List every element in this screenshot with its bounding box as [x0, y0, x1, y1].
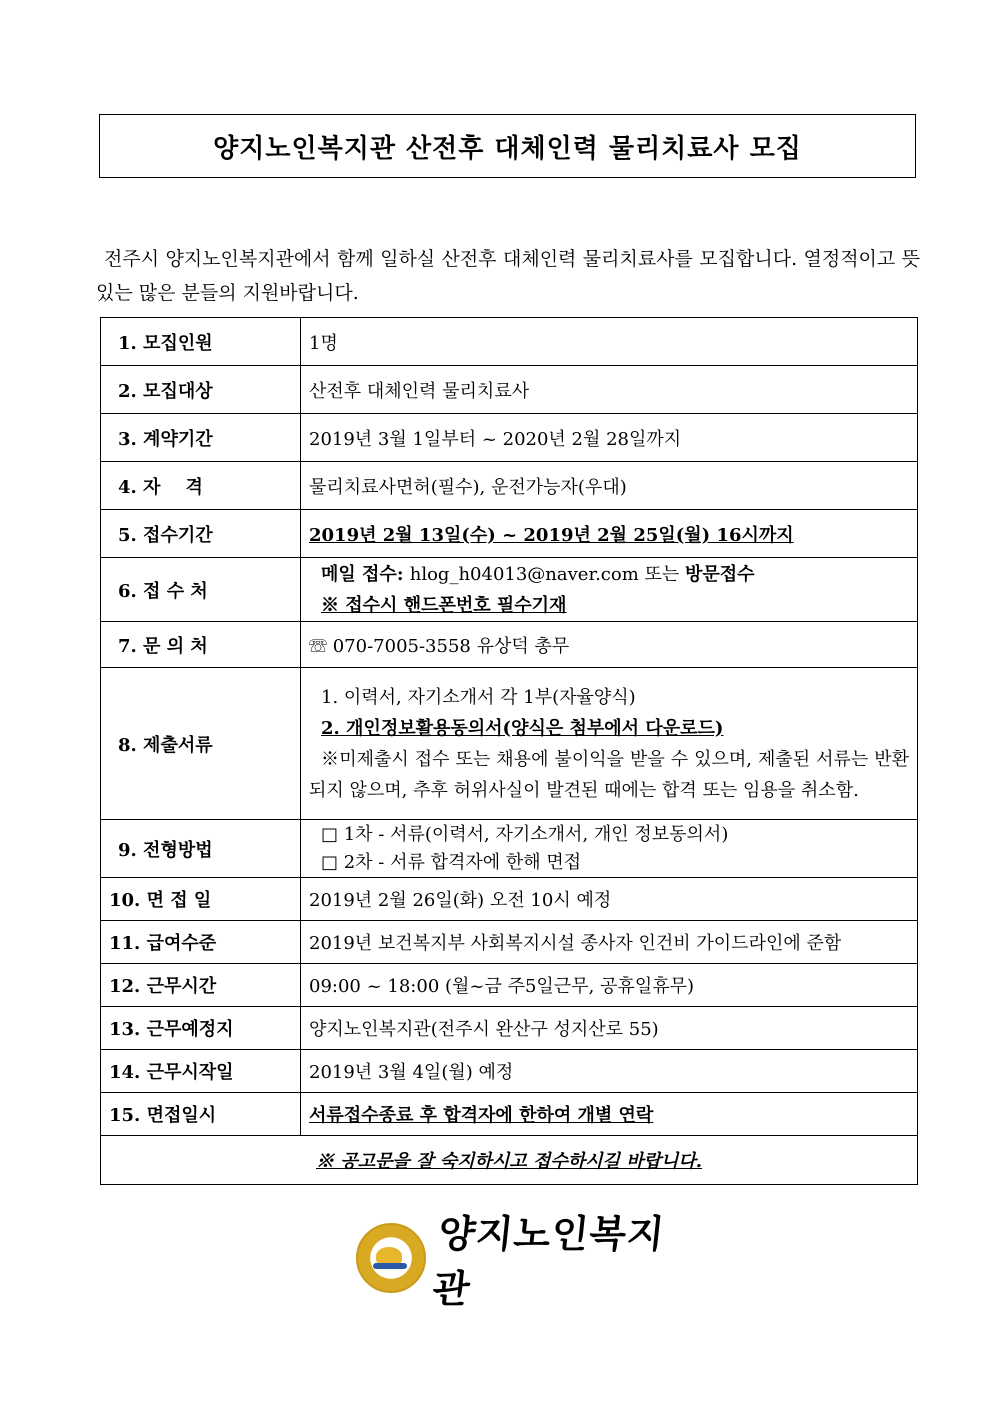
row-label: 7. 문 의 처 [101, 622, 301, 668]
row-label: 14. 근무시작일 [101, 1050, 301, 1093]
application-period: 2019년 2월 13일(수) ~ 2019년 2월 25일(월) 16시까지 [301, 510, 918, 558]
row-label: 13. 근무예정지 [101, 1007, 301, 1050]
table-row [101, 462, 918, 510]
email-address: hlog_h04013@naver.com 또는 [409, 563, 685, 585]
row-label: 11. 급여수준 [101, 921, 301, 964]
row-value [301, 820, 918, 878]
table-row [101, 366, 918, 414]
footer-note: ※ 공고문을 잘 숙지하시고 접수하시길 바랍니다. [101, 1136, 918, 1185]
table-row [101, 668, 918, 820]
row-value: 09:00 ~ 18:00 (월~금 주5일근무, 공휴일휴무) [301, 964, 918, 1007]
row-label: 9. 전형방법 [101, 820, 301, 878]
email-prefix: 메일 접수: [321, 563, 410, 585]
selection-step-1: □ 1차 - 서류(이력서, 자기소개서, 개인 정보동의서) [321, 823, 729, 845]
document-notice: ※미제출시 접수 또는 채용에 불이익을 받을 수 있으며, 제출된 서류는 반환되지 않으며, 추후 허위사실이 발견된 때에는 합격 또는 임용을 취소함. [309, 748, 909, 801]
document-item-2: 2. 개인정보활용동의서(양식은 첨부에서 다운로드) [321, 717, 724, 739]
row-value: 산전후 대체인력 물리치료사 [301, 366, 918, 414]
recruitment-table [100, 317, 918, 1185]
row-value [301, 558, 918, 622]
row-value: ☏ 070-7005-3558 유상덕 총무 [301, 622, 918, 668]
row-value: 양지노인복지관(전주시 완산구 성지산로 55) [301, 1007, 918, 1050]
table-row [101, 510, 918, 558]
row-value: 2019년 3월 4일(월) 예정 [301, 1050, 918, 1093]
visit-label: 방문접수 [685, 563, 755, 585]
table-row [101, 1007, 918, 1050]
table-row [101, 1050, 918, 1093]
row-label: 3. 계약기간 [101, 414, 301, 462]
table-row [101, 921, 918, 964]
row-label: 4. 자 격 [101, 462, 301, 510]
intro-paragraph: 전주시 양지노인복지관에서 함께 일하실 산전후 대체인력 물리치료사를 모집합니다. 열정적이고 뜻있는 많은 분들의 지원바랍니다. [96, 248, 920, 304]
document-item-1: 1. 이력서, 자기소개서 각 1부(자율양식) [321, 686, 636, 708]
row-value: 물리치료사면허(필수), 운전가능자(우대) [301, 462, 918, 510]
title-box [99, 114, 916, 178]
organization-logo [356, 1212, 676, 1311]
email-line [321, 559, 909, 590]
row-label: 8. 제출서류 [101, 668, 301, 820]
row-label: 12. 근무시간 [101, 964, 301, 1007]
emblem-icon [356, 1223, 426, 1293]
phone-note: ※ 접수시 핸드폰번호 필수기재 [321, 594, 567, 616]
page-title: 양지노인복지관 산전후 대체인력 물리치료사 모집 [213, 133, 802, 164]
row-label: 15. 면접일시 [101, 1093, 301, 1136]
interview-notice: 서류접수종료 후 합격자에 한하여 개별 연락 [301, 1093, 918, 1136]
table-row [101, 558, 918, 622]
selection-step-2: □ 2차 - 서류 합격자에 한해 면접 [321, 851, 582, 873]
table-row [101, 964, 918, 1007]
table-row [101, 622, 918, 668]
table-row [101, 820, 918, 878]
row-label: 2. 모집대상 [101, 366, 301, 414]
table-row [101, 414, 918, 462]
row-label: 10. 면 접 일 [101, 878, 301, 921]
logo-text: 양지노인복지관 [430, 1212, 668, 1311]
table-row [101, 878, 918, 921]
table-row [101, 1136, 918, 1185]
row-value [301, 668, 918, 820]
row-value: 2019년 2월 26일(화) 오전 10시 예정 [301, 878, 918, 921]
row-value: 1명 [301, 318, 918, 366]
row-value: 2019년 3월 1일부터 ~ 2020년 2월 28일까지 [301, 414, 918, 462]
table-row [101, 1093, 918, 1136]
row-label: 6. 접 수 처 [101, 558, 301, 622]
row-value: 2019년 보건복지부 사회복지시설 종사자 인건비 가이드라인에 준함 [301, 921, 918, 964]
row-label: 5. 접수기간 [101, 510, 301, 558]
row-label: 1. 모집인원 [101, 318, 301, 366]
table-row [101, 318, 918, 366]
